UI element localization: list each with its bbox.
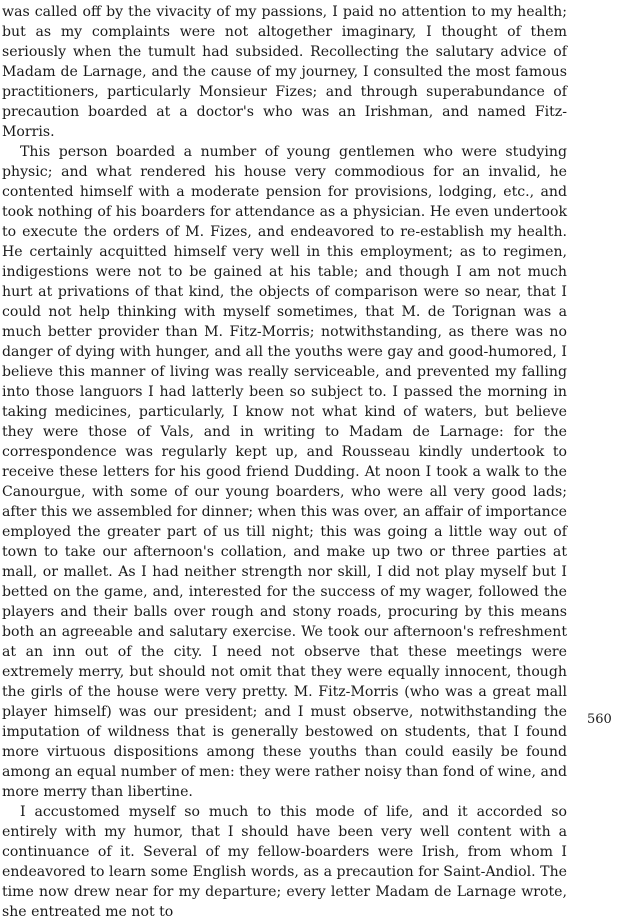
page-number: 560	[587, 712, 612, 727]
paragraph-fitz-morris: This person boarded a number of young gentlemen who were studying physic; and what rendered his house very commodious for an invalid, he contented himself with a moderate pension for provisions, lodging, etc., and took nothing of his boarders for attendance as a physician. He even undertook to execute the orders of M. Fizes, and endeavored to re-establish my health. He certainly acquitted himself very well in this employment; as to regimen, indigestions were not to be gained at his table; and though I am not much hurt at privations of that kind, the objects of comparison were so near, that I could not help thinking with myself sometimes, that M. de Torignan was a much better provider than M. Fitz-Morris; notwithstanding, as there was no danger of dying with hunger, and all the youths were gay and good-humored, I believe this manner of living was really serviceable, and prevented my falling into those languors I had latterly been so subject to. I passed the morning in taking medicines, particularly, I know not what kind of waters, but believe they were those of Vals, and in writing to Madam de Larnage: for the correspondence was regularly kept up, and Rousseau kindly undertook to receive these letters for his good friend Dudding. At noon I took a walk to the Canourgue, with some of our young boarders, who were all very good lads; after this we assembled for dinner; when this was over, an affair of importance employed the greater part of us till night; this was going a little way out of town to take our afternoon's collation, and make up two or three parties at mall, or mallet. As I had neither strength nor skill, I did not play myself but I betted on the game, and, interested for the success of my wager, followed the players and their balls over rough and stony roads, procuring by this means both an agreeable and salutary exercise. We took our afternoon's refreshment at an inn out of the city. I need not observe that these meetings were extremely merry, but should not omit that they were equally innocent, though the girls of the house were very pretty. M. Fitz-Morris (who was a great mall player himself) was our president; and I must observe, notwithstanding the imputation of wildness that is generally bestowed on students, that I found more virtuous dispositions among these youths than could easily be found among an equal number of men: they were rather noisy than fond of wine, and more merry than libertine.	[2, 144, 567, 800]
paragraph-continued: was called off by the vivacity of my passions, I paid no attention to my health; but as my complaints were not altogether imaginary, I thought of them seriously when the tumult had subsided. Recollecting the salutary advice of Madam de Larnage, and the cause of my journey, I consulted the most famous practitioners, particularly Monsieur Fizes; and through superabundance of precaution boarded at a doctor's who was an Irishman, and named Fitz-Morris.	[2, 4, 567, 140]
paragraph-mode-of-life: I accustomed myself so much to this mode of life, and it accorded so entirely with my humor, that I should have been very well content with a continuance of it. Several of my fellow-boarders were Irish, from whom I endeavored to learn some English words, as a precaution for Saint-Andiol. The time now drew near for my departure; every letter Madam de Larnage wrote, she entreated me not to	[2, 804, 567, 920]
body-text	[2, 2, 567, 922]
